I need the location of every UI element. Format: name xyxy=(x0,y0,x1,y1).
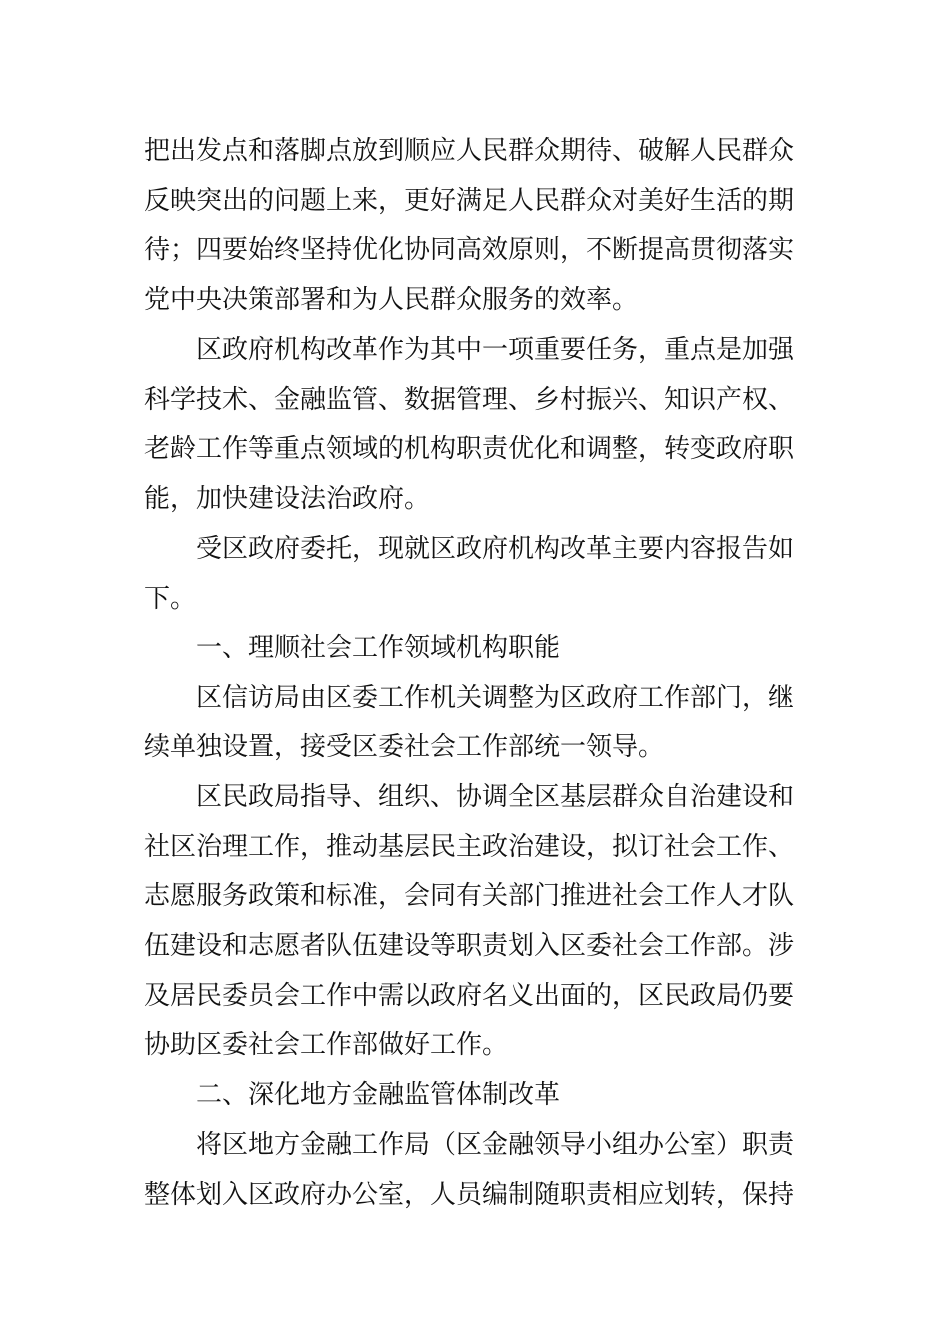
body-text-line: 把出发点和落脚点放到顺应人民群众期待、破解人民群众 xyxy=(144,136,795,166)
paragraph-first-line: 区政府机构改革作为其中一项重要任务，重点是加强 xyxy=(196,335,795,365)
body-text-line: 能，加快建设法治政府。 xyxy=(144,484,431,514)
body-text-line: 待；四要始终坚持优化协同高效原则，不断提高贯彻落实 xyxy=(144,235,795,265)
section-heading: 一、理顺社会工作领域机构职能 xyxy=(196,633,561,663)
paragraph-first-line: 将区地方金融工作局（区金融领导小组办公室）职责 xyxy=(196,1130,795,1160)
body-text-line: 伍建设和志愿者队伍建设等职责划入区委社会工作部。涉 xyxy=(144,931,795,961)
body-text-line: 协助区委社会工作部做好工作。 xyxy=(144,1030,509,1060)
body-text-line: 下。 xyxy=(144,584,197,614)
body-text-line: 党中央决策部署和为人民群众服务的效率。 xyxy=(144,285,639,315)
section-heading: 二、深化地方金融监管体制改革 xyxy=(196,1080,561,1110)
body-text-line: 整体划入区政府办公室，人员编制随职责相应划转，保持 xyxy=(144,1180,795,1210)
body-text-line: 社区治理工作，推动基层民主政治建设，拟订社会工作、 xyxy=(144,832,795,862)
paragraph-first-line: 区民政局指导、组织、协调全区基层群众自治建设和 xyxy=(196,782,795,812)
paragraph-first-line: 受区政府委托，现就区政府机构改革主要内容报告如 xyxy=(196,534,795,564)
body-text-line: 科学技术、金融监管、数据管理、乡村振兴、知识产权、 xyxy=(144,385,795,415)
body-text-line: 及居民委员会工作中需以政府名义出面的，区民政局仍要 xyxy=(144,981,795,1011)
body-text-line: 反映突出的问题上来，更好满足人民群众对美好生活的期 xyxy=(144,186,795,216)
paragraph-first-line: 区信访局由区委工作机关调整为区政府工作部门，继 xyxy=(196,683,795,713)
body-text-line: 志愿服务政策和标准，会同有关部门推进社会工作人才队 xyxy=(144,881,795,911)
body-text-line: 老龄工作等重点领域的机构职责优化和调整，转变政府职 xyxy=(144,434,795,464)
body-text-line: 续单独设置，接受区委社会工作部统一领导。 xyxy=(144,732,665,762)
